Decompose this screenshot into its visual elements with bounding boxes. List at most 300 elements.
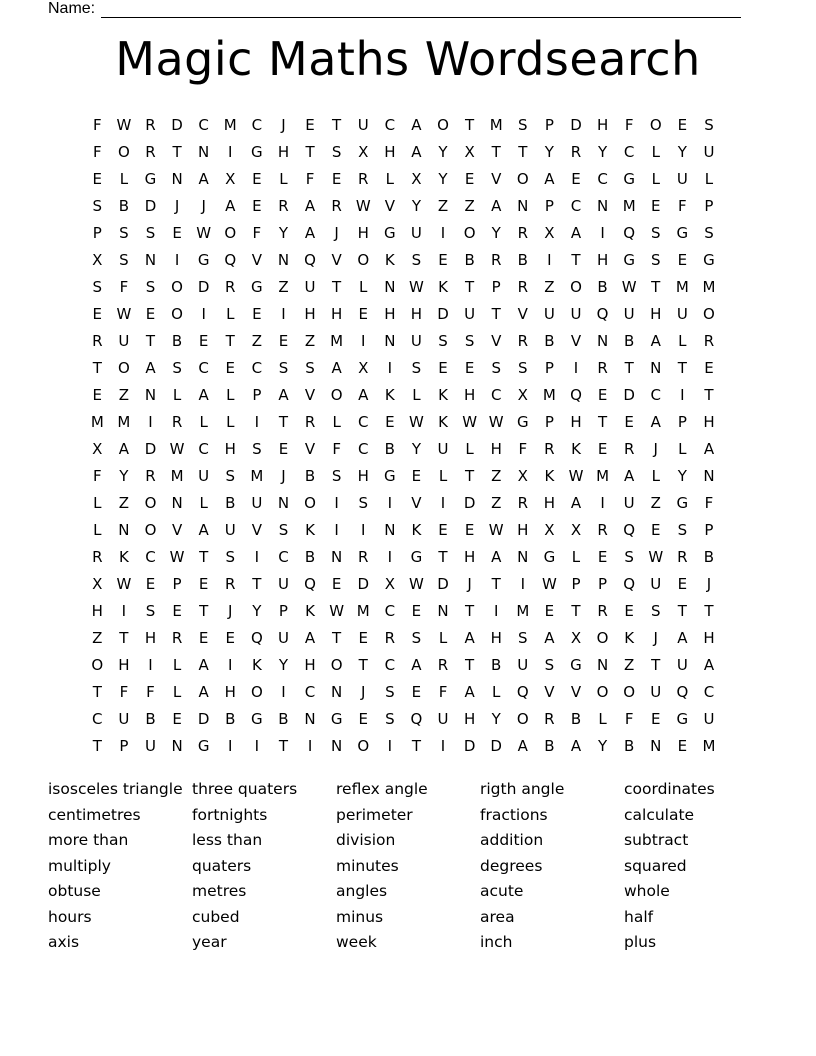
grid-letter[interactable]: S xyxy=(225,467,236,485)
grid-letter[interactable]: R xyxy=(225,575,236,593)
grid-letter[interactable]: W xyxy=(409,278,424,296)
grid-letter[interactable]: H xyxy=(596,251,609,269)
grid-letter[interactable]: E xyxy=(331,575,342,593)
grid-letter[interactable]: T xyxy=(278,737,289,755)
grid-letter[interactable]: J xyxy=(467,575,472,593)
grid-letter[interactable]: B xyxy=(278,710,289,728)
grid-letter[interactable]: H xyxy=(517,521,529,539)
grid-letter[interactable]: S xyxy=(624,548,634,566)
grid-letter[interactable]: A xyxy=(650,332,661,350)
grid-letter[interactable]: O xyxy=(144,494,157,512)
grid-letter[interactable]: V xyxy=(517,305,528,323)
grid-letter[interactable]: T xyxy=(571,251,581,269)
grid-letter[interactable]: G xyxy=(676,710,689,728)
grid-letter[interactable]: W xyxy=(116,116,132,134)
grid-letter[interactable]: W xyxy=(541,575,557,593)
grid-letter[interactable]: U xyxy=(198,467,210,485)
grid-letter[interactable]: L xyxy=(651,467,660,485)
grid-letter[interactable]: Y xyxy=(677,467,687,485)
grid-letter[interactable]: S xyxy=(331,467,342,485)
grid-letter[interactable]: K xyxy=(118,548,129,566)
grid-letter[interactable]: W xyxy=(568,467,584,485)
grid-letter[interactable]: P xyxy=(278,602,288,620)
grid-letter[interactable]: R xyxy=(544,440,555,458)
grid-letter[interactable]: T xyxy=(92,737,102,755)
grid-letter[interactable]: H xyxy=(490,629,502,647)
grid-letter[interactable]: V xyxy=(411,494,422,512)
grid-letter[interactable]: U xyxy=(543,305,555,323)
grid-letter[interactable]: I xyxy=(361,332,366,350)
grid-letter[interactable]: F xyxy=(119,683,129,701)
grid-letter[interactable]: H xyxy=(118,656,130,674)
grid-letter[interactable]: S xyxy=(385,710,395,728)
grid-letter[interactable]: R xyxy=(278,197,289,215)
grid-letter[interactable]: E xyxy=(677,116,688,134)
grid-letter[interactable]: P xyxy=(92,224,102,242)
grid-letter[interactable]: Y xyxy=(278,656,289,674)
grid-letter[interactable]: H xyxy=(463,386,476,404)
grid-letter[interactable]: I xyxy=(254,413,260,431)
grid-letter[interactable]: F xyxy=(92,143,102,161)
grid-letter[interactable]: E xyxy=(597,440,608,458)
grid-letter[interactable]: T xyxy=(199,602,209,620)
grid-letter[interactable]: P xyxy=(704,521,714,539)
grid-letter[interactable]: I xyxy=(573,359,579,377)
grid-letter[interactable]: E xyxy=(225,629,235,647)
grid-letter[interactable]: P xyxy=(491,278,501,296)
grid-letter[interactable]: C xyxy=(251,359,263,377)
grid-letter[interactable]: C xyxy=(490,386,502,404)
grid-letter[interactable]: S xyxy=(385,683,395,701)
grid-letter[interactable]: C xyxy=(198,440,209,458)
grid-letter[interactable]: E xyxy=(651,197,661,215)
grid-letter[interactable]: T xyxy=(332,278,342,296)
grid-letter[interactable]: H xyxy=(543,494,556,512)
grid-letter[interactable]: U xyxy=(676,170,688,188)
grid-letter[interactable]: V xyxy=(304,386,316,404)
grid-letter[interactable]: I xyxy=(680,386,685,404)
grid-letter[interactable]: I xyxy=(228,737,233,755)
grid-letter[interactable]: N xyxy=(331,737,343,755)
grid-letter[interactable]: O xyxy=(224,224,237,242)
grid-letter[interactable]: P xyxy=(571,575,581,593)
grid-letter[interactable]: T xyxy=(491,143,501,161)
grid-letter[interactable]: V xyxy=(544,683,555,701)
grid-letter[interactable]: G xyxy=(703,251,715,269)
grid-letter[interactable]: K xyxy=(384,251,395,269)
grid-letter[interactable]: F xyxy=(305,170,315,188)
grid-letter[interactable]: B xyxy=(491,656,502,674)
grid-letter[interactable]: A xyxy=(411,656,422,674)
grid-letter[interactable]: M xyxy=(90,413,104,431)
grid-letter[interactable]: N xyxy=(650,359,662,377)
grid-letter[interactable]: D xyxy=(197,710,210,728)
grid-letter[interactable]: N xyxy=(171,494,183,512)
grid-letter[interactable]: I xyxy=(387,737,393,755)
grid-letter[interactable]: V xyxy=(570,332,582,350)
grid-letter[interactable]: C xyxy=(198,359,209,377)
grid-letter[interactable]: R xyxy=(490,251,502,269)
grid-letter[interactable]: S xyxy=(331,143,342,161)
grid-letter[interactable]: E xyxy=(92,386,103,404)
grid-letter[interactable]: T xyxy=(518,143,528,161)
grid-letter[interactable]: W xyxy=(196,224,212,242)
grid-letter[interactable]: P xyxy=(704,197,714,215)
grid-letter[interactable]: T xyxy=(571,602,581,620)
grid-letter[interactable]: H xyxy=(596,116,609,134)
grid-letter[interactable]: F xyxy=(678,197,687,215)
grid-letter[interactable]: S xyxy=(411,359,422,377)
grid-letter[interactable]: S xyxy=(92,278,103,296)
grid-letter[interactable]: B xyxy=(464,251,475,269)
grid-letter[interactable]: J xyxy=(653,629,658,647)
grid-letter[interactable]: T xyxy=(491,305,501,323)
grid-letter[interactable]: K xyxy=(438,413,448,431)
grid-letter[interactable]: O xyxy=(330,386,343,404)
grid-letter[interactable]: A xyxy=(517,737,528,755)
grid-letter[interactable]: O xyxy=(570,278,582,296)
grid-letter[interactable]: Z xyxy=(437,197,449,215)
grid-letter[interactable]: L xyxy=(651,170,660,188)
grid-letter[interactable]: E xyxy=(92,170,103,188)
grid-letter[interactable]: N xyxy=(517,197,529,215)
grid-letter[interactable]: H xyxy=(224,683,236,701)
grid-letter[interactable]: S xyxy=(651,224,661,242)
grid-letter[interactable]: H xyxy=(384,143,396,161)
grid-letter[interactable]: O xyxy=(330,656,343,674)
grid-letter[interactable]: E xyxy=(145,305,156,323)
grid-letter[interactable]: J xyxy=(334,224,339,242)
grid-letter[interactable]: L xyxy=(93,521,102,539)
grid-letter[interactable]: B xyxy=(624,332,635,350)
grid-letter[interactable]: C xyxy=(384,602,396,620)
grid-letter[interactable]: H xyxy=(304,656,316,674)
grid-letter[interactable]: A xyxy=(464,683,475,701)
grid-letter[interactable]: V xyxy=(331,251,342,269)
grid-letter[interactable]: T xyxy=(438,548,448,566)
grid-letter[interactable]: E xyxy=(571,170,581,188)
grid-letter[interactable]: C xyxy=(92,710,103,728)
grid-letter[interactable]: S xyxy=(252,440,262,458)
grid-letter[interactable]: C xyxy=(357,440,369,458)
grid-letter[interactable]: T xyxy=(465,278,475,296)
grid-letter[interactable]: L xyxy=(199,413,208,431)
grid-letter[interactable]: K xyxy=(438,386,448,404)
grid-letter[interactable]: Y xyxy=(119,467,129,485)
grid-letter[interactable]: X xyxy=(464,143,475,161)
grid-letter[interactable]: T xyxy=(465,116,475,134)
grid-letter[interactable]: K xyxy=(411,521,422,539)
grid-letter[interactable]: A xyxy=(118,440,130,458)
grid-letter[interactable]: E xyxy=(145,575,156,593)
grid-letter[interactable]: Z xyxy=(118,494,130,512)
grid-letter[interactable]: P xyxy=(544,359,554,377)
grid-letter[interactable]: U xyxy=(464,305,476,323)
grid-letter[interactable]: E xyxy=(597,548,608,566)
grid-letter[interactable]: T xyxy=(225,332,235,350)
grid-letter[interactable]: E xyxy=(331,170,342,188)
grid-letter[interactable]: B xyxy=(118,197,130,215)
grid-letter[interactable]: G xyxy=(251,278,263,296)
grid-letter[interactable]: I xyxy=(334,521,339,539)
grid-letter[interactable]: M xyxy=(702,278,716,296)
grid-letter[interactable]: L xyxy=(172,683,182,701)
grid-letter[interactable]: H xyxy=(384,305,396,323)
grid-letter[interactable]: X xyxy=(517,386,528,404)
grid-letter[interactable]: E xyxy=(597,386,608,404)
grid-letter[interactable]: S xyxy=(651,602,661,620)
grid-letter[interactable]: R xyxy=(623,440,635,458)
grid-letter[interactable]: K xyxy=(571,440,581,458)
grid-letter[interactable]: M xyxy=(117,413,131,431)
grid-letter[interactable]: G xyxy=(197,737,210,755)
grid-letter[interactable]: N xyxy=(517,548,529,566)
grid-letter[interactable]: S xyxy=(119,224,129,242)
grid-letter[interactable]: K xyxy=(305,521,315,539)
grid-letter[interactable]: N xyxy=(384,278,396,296)
grid-letter[interactable]: A xyxy=(570,224,582,242)
grid-letter[interactable]: T xyxy=(465,656,475,674)
grid-letter[interactable]: A xyxy=(304,629,316,647)
grid-letter[interactable]: S xyxy=(518,116,528,134)
grid-letter[interactable]: E xyxy=(624,602,634,620)
grid-letter[interactable]: Q xyxy=(224,251,237,269)
grid-letter[interactable]: U xyxy=(650,683,662,701)
grid-letter[interactable]: S xyxy=(225,548,236,566)
grid-letter[interactable]: J xyxy=(361,683,366,701)
grid-letter[interactable]: O xyxy=(596,683,609,701)
grid-letter[interactable]: C xyxy=(304,683,316,701)
grid-letter[interactable]: J xyxy=(201,197,206,215)
grid-letter[interactable]: Q xyxy=(623,521,636,539)
grid-letter[interactable]: A xyxy=(677,629,688,647)
grid-letter[interactable]: D xyxy=(144,440,157,458)
grid-letter[interactable]: E xyxy=(438,521,448,539)
grid-letter[interactable]: Q xyxy=(570,386,582,404)
grid-letter[interactable]: S xyxy=(172,359,182,377)
grid-letter[interactable]: E xyxy=(358,710,368,728)
grid-letter[interactable]: M xyxy=(223,116,237,134)
grid-letter[interactable]: S xyxy=(278,359,289,377)
grid-letter[interactable]: J xyxy=(281,467,286,485)
grid-letter[interactable]: P xyxy=(544,197,554,215)
grid-letter[interactable]: U xyxy=(437,440,449,458)
grid-letter[interactable]: H xyxy=(650,305,662,323)
grid-letter[interactable]: N xyxy=(171,170,183,188)
grid-letter[interactable]: B xyxy=(171,332,183,350)
grid-letter[interactable]: E xyxy=(172,224,182,242)
grid-letter[interactable]: S xyxy=(677,521,688,539)
grid-letter[interactable]: U xyxy=(570,305,582,323)
grid-letter[interactable]: T xyxy=(172,143,182,161)
grid-letter[interactable]: O xyxy=(91,656,104,674)
grid-letter[interactable]: N xyxy=(277,494,290,512)
grid-letter[interactable]: B xyxy=(597,278,608,296)
grid-letter[interactable]: C xyxy=(597,170,608,188)
grid-letter[interactable]: R xyxy=(544,710,555,728)
grid-letter[interactable]: F xyxy=(624,116,634,134)
grid-letter[interactable]: Z xyxy=(251,332,262,350)
grid-letter[interactable]: D xyxy=(357,575,370,593)
grid-letter[interactable]: D xyxy=(490,737,502,755)
grid-letter[interactable]: P xyxy=(544,413,554,431)
grid-letter[interactable]: N xyxy=(331,548,343,566)
grid-letter[interactable]: A xyxy=(358,386,369,404)
grid-letter[interactable]: F xyxy=(252,224,262,242)
grid-letter[interactable]: G xyxy=(410,548,423,566)
grid-letter[interactable]: T xyxy=(651,656,661,674)
grid-letter[interactable]: Z xyxy=(304,332,316,350)
grid-letter[interactable]: E xyxy=(464,170,475,188)
grid-letter[interactable]: E xyxy=(198,629,209,647)
grid-letter[interactable]: O xyxy=(357,737,370,755)
grid-letter[interactable]: T xyxy=(119,629,129,647)
grid-letter[interactable]: J xyxy=(174,197,180,215)
grid-letter[interactable]: U xyxy=(676,305,688,323)
grid-letter[interactable]: U xyxy=(410,224,422,242)
grid-letter[interactable]: R xyxy=(517,224,529,242)
grid-letter[interactable]: T xyxy=(704,386,714,404)
grid-letter[interactable]: E xyxy=(358,629,368,647)
grid-letter[interactable]: R xyxy=(145,143,156,161)
grid-letter[interactable]: W xyxy=(648,548,664,566)
grid-letter[interactable]: A xyxy=(145,359,156,377)
grid-letter[interactable]: I xyxy=(254,548,260,566)
grid-letter[interactable]: T xyxy=(624,359,634,377)
grid-letter[interactable]: I xyxy=(600,494,605,512)
grid-letter[interactable]: W xyxy=(116,575,132,593)
grid-letter[interactable]: R xyxy=(703,332,715,350)
grid-letter[interactable]: D xyxy=(463,737,476,755)
grid-letter[interactable]: T xyxy=(252,575,262,593)
grid-letter[interactable]: F xyxy=(92,467,102,485)
grid-letter[interactable]: O xyxy=(463,224,476,242)
grid-letter[interactable]: R xyxy=(597,521,608,539)
grid-letter[interactable]: H xyxy=(570,413,582,431)
grid-letter[interactable]: W xyxy=(116,305,132,323)
grid-letter[interactable]: O xyxy=(623,683,636,701)
grid-letter[interactable]: A xyxy=(703,656,715,674)
grid-letter[interactable]: U xyxy=(251,494,263,512)
grid-letter[interactable]: T xyxy=(332,629,342,647)
grid-letter[interactable]: N xyxy=(198,143,210,161)
grid-letter[interactable]: S xyxy=(651,251,661,269)
grid-letter[interactable]: L xyxy=(438,467,448,485)
grid-letter[interactable]: G xyxy=(543,548,556,566)
grid-letter[interactable]: A xyxy=(570,494,582,512)
grid-letter[interactable]: P xyxy=(172,575,182,593)
grid-letter[interactable]: G xyxy=(623,251,635,269)
grid-letter[interactable]: B xyxy=(703,548,715,566)
grid-letter[interactable]: C xyxy=(251,116,263,134)
grid-letter[interactable]: E xyxy=(225,359,235,377)
grid-letter[interactable]: D xyxy=(463,494,476,512)
grid-letter[interactable]: U xyxy=(118,710,130,728)
grid-letter[interactable]: X xyxy=(92,575,103,593)
grid-letter[interactable]: H xyxy=(331,305,343,323)
grid-letter[interactable]: A xyxy=(198,386,209,404)
grid-letter[interactable]: S xyxy=(119,251,129,269)
grid-letter[interactable]: R xyxy=(145,116,156,134)
grid-letter[interactable]: E xyxy=(651,710,661,728)
name-underline[interactable] xyxy=(101,3,741,18)
grid-letter[interactable]: Y xyxy=(411,197,421,215)
grid-letter[interactable]: I xyxy=(493,602,499,620)
grid-letter[interactable]: C xyxy=(278,548,289,566)
grid-letter[interactable]: T xyxy=(332,116,342,134)
grid-letter[interactable]: H xyxy=(463,710,476,728)
grid-letter[interactable]: C xyxy=(623,143,635,161)
grid-letter[interactable]: Q xyxy=(596,305,609,323)
grid-letter[interactable]: I xyxy=(361,521,366,539)
grid-letter[interactable]: E xyxy=(677,575,688,593)
grid-letter[interactable]: U xyxy=(517,656,529,674)
grid-letter[interactable]: O xyxy=(304,494,316,512)
grid-letter[interactable]: I xyxy=(281,305,286,323)
grid-letter[interactable]: G xyxy=(197,251,210,269)
grid-letter[interactable]: O xyxy=(357,251,370,269)
grid-letter[interactable]: I xyxy=(228,143,233,161)
grid-letter[interactable]: M xyxy=(516,602,530,620)
grid-letter[interactable]: R xyxy=(677,548,688,566)
grid-letter[interactable]: P xyxy=(677,413,687,431)
grid-letter[interactable]: N xyxy=(277,251,290,269)
grid-letter[interactable]: A xyxy=(491,197,502,215)
grid-letter[interactable]: V xyxy=(491,332,502,350)
grid-letter[interactable]: X xyxy=(92,251,103,269)
grid-letter[interactable]: Y xyxy=(544,143,554,161)
grid-letter[interactable]: L xyxy=(172,656,182,674)
grid-letter[interactable]: F xyxy=(704,494,714,512)
grid-letter[interactable]: A xyxy=(411,116,422,134)
grid-letter[interactable]: W xyxy=(488,413,504,431)
grid-letter[interactable]: B xyxy=(225,710,236,728)
grid-letter[interactable]: M xyxy=(702,737,716,755)
grid-letter[interactable]: L xyxy=(438,629,448,647)
grid-letter[interactable]: L xyxy=(359,278,368,296)
grid-letter[interactable]: R xyxy=(517,332,529,350)
grid-letter[interactable]: D xyxy=(623,386,635,404)
grid-letter[interactable]: G xyxy=(516,413,529,431)
grid-letter[interactable]: W xyxy=(409,575,424,593)
grid-letter[interactable]: L xyxy=(704,170,714,188)
grid-letter[interactable]: Q xyxy=(676,683,689,701)
grid-letter[interactable]: H xyxy=(224,440,236,458)
grid-letter[interactable]: A xyxy=(411,143,422,161)
grid-letter[interactable]: O xyxy=(596,629,609,647)
grid-letter[interactable]: B xyxy=(517,251,528,269)
grid-letter[interactable]: T xyxy=(305,143,315,161)
grid-letter[interactable]: F xyxy=(92,116,102,134)
grid-letter[interactable]: U xyxy=(118,332,130,350)
grid-letter[interactable]: S xyxy=(358,494,368,512)
grid-letter[interactable]: S xyxy=(518,359,528,377)
grid-letter[interactable]: U xyxy=(224,521,236,539)
grid-letter[interactable]: S xyxy=(704,224,714,242)
grid-letter[interactable]: A xyxy=(198,656,209,674)
grid-letter[interactable]: O xyxy=(171,305,183,323)
grid-letter[interactable]: I xyxy=(148,413,153,431)
grid-letter[interactable]: L xyxy=(598,710,607,728)
grid-letter[interactable]: Y xyxy=(597,143,608,161)
grid-letter[interactable]: N xyxy=(650,737,662,755)
grid-letter[interactable]: I xyxy=(547,251,552,269)
grid-letter[interactable]: R xyxy=(171,413,183,431)
grid-letter[interactable]: A xyxy=(464,629,475,647)
grid-letter[interactable]: F xyxy=(438,683,448,701)
grid-letter[interactable]: W xyxy=(409,413,424,431)
grid-letter[interactable]: R xyxy=(358,548,369,566)
